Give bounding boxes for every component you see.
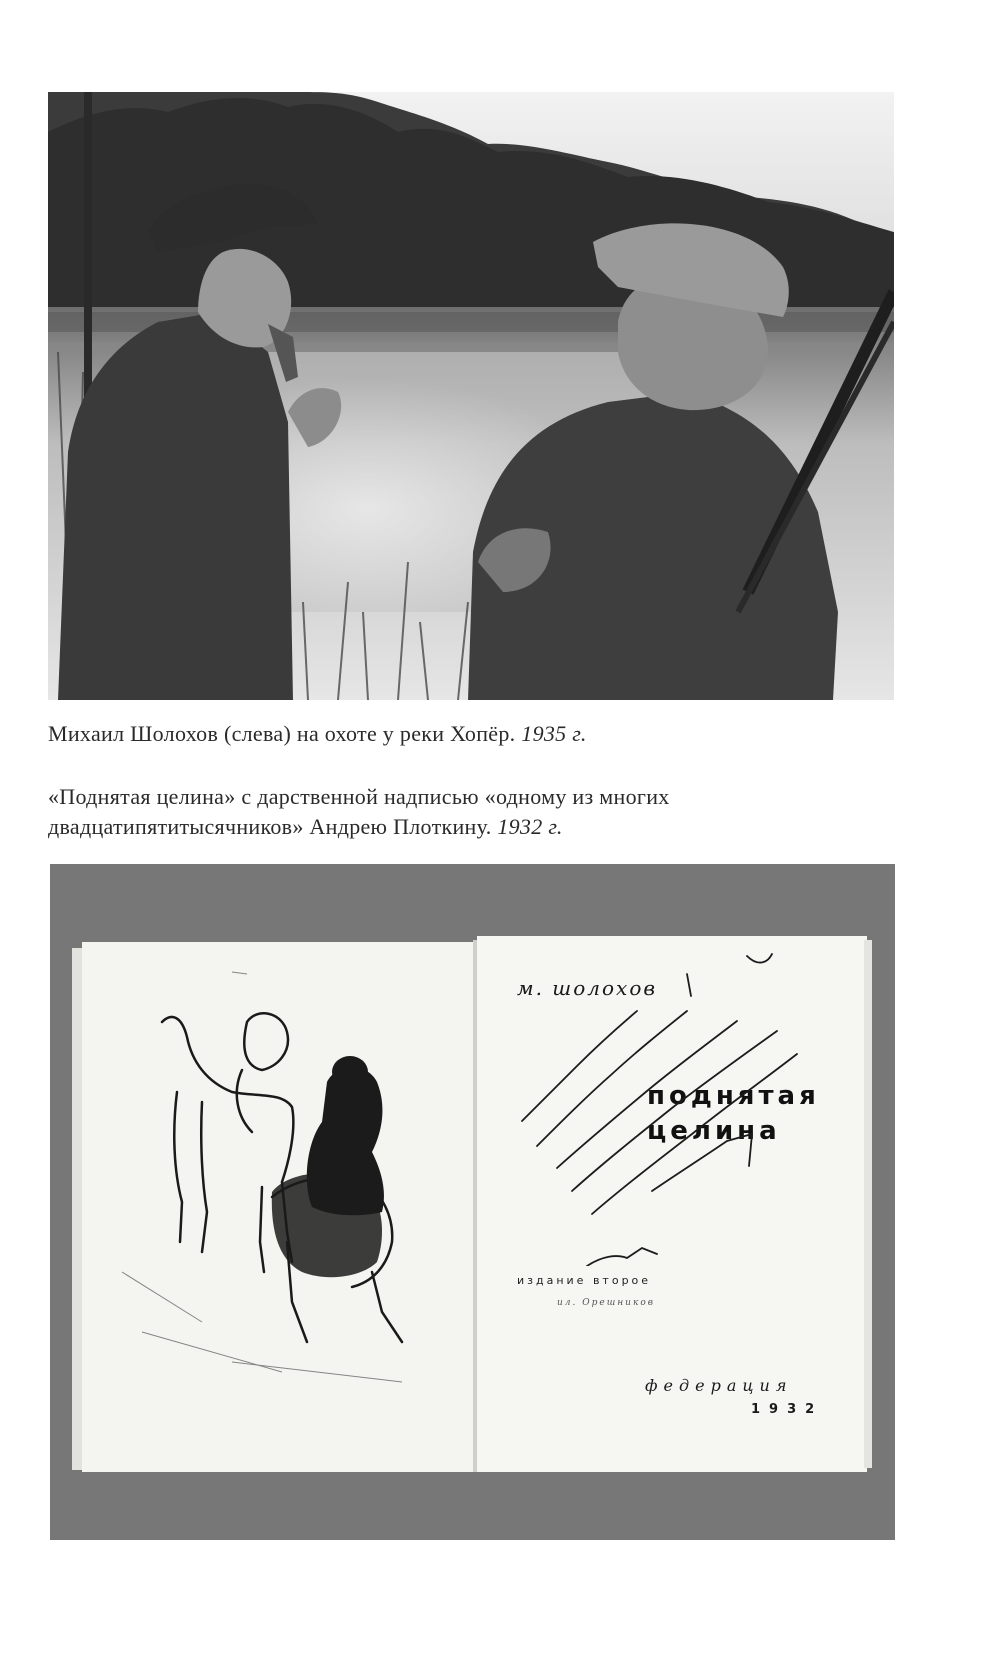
book-title-line-2: целина bbox=[647, 1116, 781, 1146]
caption-2-line-2-text: двадцатипятитысячников» Андрею Плоткину. bbox=[48, 814, 498, 839]
book-page-left bbox=[82, 942, 474, 1472]
book-year: 1932 bbox=[751, 1402, 824, 1417]
hunting-photo bbox=[48, 92, 894, 700]
book-photo bbox=[50, 864, 895, 1540]
book-publisher: федерация bbox=[645, 1376, 793, 1395]
caption-1-text: Михаил Шолохов (слева) на охоте у реки Хопёр. bbox=[48, 721, 522, 746]
caption-2-line-1: «Поднятая целина» с дарственной надписью «одному из многих bbox=[48, 784, 670, 809]
book-author: м. шолохов bbox=[517, 976, 658, 1000]
open-book bbox=[72, 934, 870, 1474]
caption-1-year: 1935 г. bbox=[521, 721, 587, 746]
handwritten-inscription bbox=[477, 936, 867, 1266]
horse-riders-illustration bbox=[82, 942, 474, 1472]
book-edition: издание второе bbox=[517, 1274, 652, 1287]
photo-caption-1 bbox=[48, 719, 908, 749]
hunting-photo-image bbox=[48, 92, 894, 700]
book-page-right bbox=[477, 936, 867, 1472]
caption-2-year: 1932 г. bbox=[497, 814, 563, 839]
caption-2-line-2 bbox=[48, 812, 908, 842]
page-edge-right bbox=[864, 940, 872, 1468]
photo-caption-2 bbox=[48, 782, 908, 842]
book-illustrator: ил. Орешников bbox=[557, 1298, 655, 1308]
book-title-line-1: поднятая bbox=[647, 1081, 820, 1111]
